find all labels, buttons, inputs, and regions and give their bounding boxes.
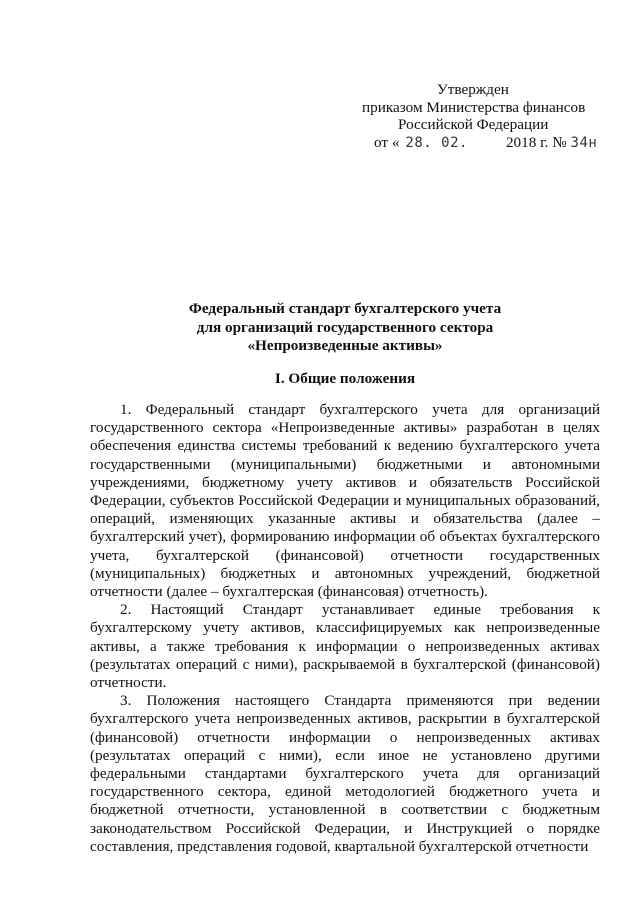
paragraph-1: 1. Федеральный стандарт бухгалтерского учета для организаций государственного сектора «Непроизведенные активы» разработан в целях обеспечения единства системы требований к ведению бухгалтерского учета государственными (муниципальными) бюджетными и автономными учреждениями, бюджетному учету активов и обязательств Российской Федерации, субъектов Российской Федерации и муниципальных образований, операций, изменяющих указанные активы и обязательства (далее – бухгалтерский учет), формированию информации об объектах бухгалтерского учета, бухгалтерской (финансовой) отчетности государственных (муниципальных) бюджетных и автономных учреждений, бюджетной отчетности (далее – бухгалтерская (финансовая) отчетность). (90, 401, 600, 601)
number-sign: № (552, 133, 567, 151)
approval-line-order: приказом Министерства финансов (362, 98, 586, 116)
approval-stamp (362, 81, 602, 152)
approval-line-approved: Утвержден (437, 81, 509, 98)
approval-line-federation: Российской Федерации (398, 116, 549, 133)
handwritten-date: 28. 02. (405, 134, 468, 151)
section-heading: I. Общие положения (274, 370, 416, 387)
handwritten-number: 34н (570, 134, 598, 151)
approval-date-line (362, 134, 602, 153)
title-line-3: «Непроизведенные активы» (247, 337, 443, 354)
document-body (90, 401, 600, 856)
paragraph-2: 2. Настоящий Стандарт устанавливает единые требования к бухгалтерскому учету активов, классифицируемых как непроизведенные активы, а также требования к информации о непроизведенных активах (результатах операций с ними), раскрываемой в бухгалтерской (финансовой) отчетности. (90, 601, 600, 692)
date-year: 2018 г. (505, 133, 549, 151)
paragraph-3: 3. Положения настоящего Стандарта применяются при ведении бухгалтерского учета непроизведенных активов, раскрытии в бухгалтерской (финансовой) отчетности информации о непроизведенных активах (результатах операций с ними), если иное не установлено другими федеральными стандартами бухгалтерского учета для организаций государственного сектора, единой методологией бюджетного учета и бюджетной отчетности, установленной в соответствии с бюджетным законодательством Российской Федерации, и Инструкцией о порядке составления, представления годовой, квартальной бухгалтерской отчетности (90, 692, 600, 855)
title-line-2: для организаций государственного сектора (196, 318, 494, 336)
date-prefix: от « (374, 133, 400, 151)
document-title (90, 300, 600, 356)
title-line-1: Федеральный стандарт бухгалтерского учета (188, 300, 502, 317)
